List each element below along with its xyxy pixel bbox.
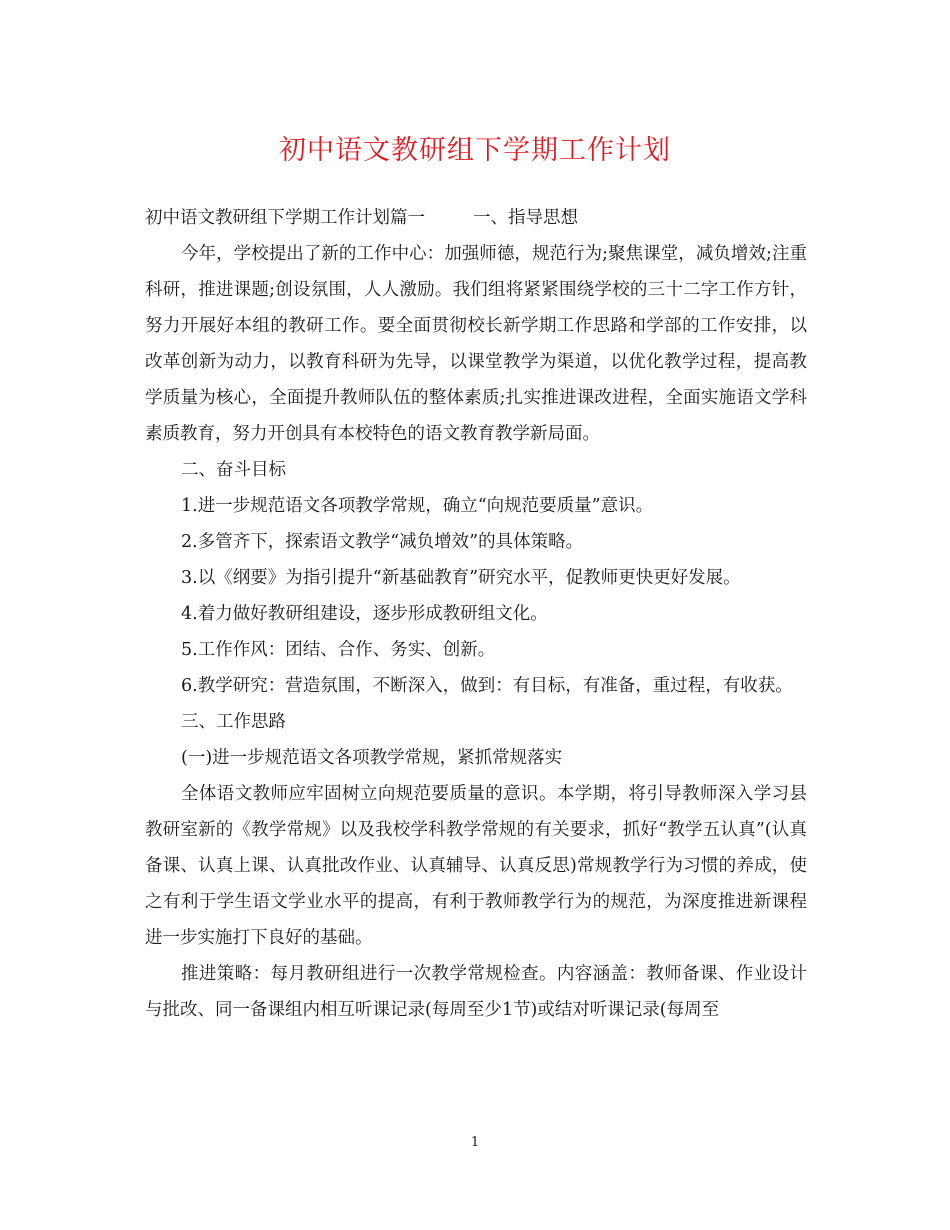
list-item: 1.进一步规范语文各项教学常规，确立“向规范要质量”意识。	[181, 496, 654, 516]
list-item: 5.工作作风：团结、合作、务实、创新。	[181, 640, 496, 660]
section-heading: 一、指导思想	[473, 208, 578, 228]
paragraph: 全体语文教师应牢固树立向规范要质量的意识。本学期，将引导教师深入学习县教研室新的《教学常规》以及我校学科教学常规的有关要求，抓好“教学五认真”(认真备课、认真上课、认真批改作业、认真辅导、认真反思)常规教学行为习惯的养成，使之有利于学生语文学业水平的提高，有利于教师教学行为的规范，为深度推进新课程进一步实施打下良好的基础。	[145, 784, 807, 948]
paragraph: 今年，学校提出了新的工作中心：加强师德，规范行为;聚焦课堂，减负增效;注重科研，推进课题;创设氛围，人人激励。我们组将紧紧围绕学校的三十二字工作方针，努力开展好本组的教研工作。要全面贯彻校长新学期工作思路和学部的工作安排，以改革创新为动力，以教育科研为先导，以课堂教学为渠道，以优化教学过程，提高教学质量为核心，全面提升教师队伍的整体素质;扎实推进课改进程，全面实施语文学科素质教育，努力开创具有本校特色的语文教育教学新局面。	[145, 244, 807, 444]
list-item: 6.教学研究：营造氛围，不断深入，做到：有目标，有准备，重过程，有收获。	[181, 676, 793, 696]
document-title: 初中语文教研组下学期工作计划	[279, 135, 671, 166]
subtitle: 初中语文教研组下学期工作计划篇一	[145, 208, 425, 228]
paragraph: 推进策略：每月教研组进行一次教学常规检查。内容涵盖：教师备课、作业设计与批改、同一备课组内相互听课记录(每周至少1节)或结对听课记录(每周至	[145, 964, 807, 1020]
list-item: 2.多管齐下，探索语文教学“减负增效”的具体策略。	[181, 532, 584, 552]
section-heading: 三、工作思路	[181, 712, 286, 732]
subsection-heading: (一)进一步规范语文各项教学常规，紧抓常规落实	[181, 748, 563, 768]
page-number: 1	[470, 1135, 480, 1150]
section-heading: 二、奋斗目标	[181, 460, 286, 480]
list-item: 3.以《纲要》为指引提升“新基础教育”研究水平，促教师更快更好发展。	[181, 568, 741, 588]
document-body	[145, 200, 807, 1028]
subtitle-line	[145, 200, 807, 236]
list-item: 4.着力做好教研组建设，逐步形成教研组文化。	[181, 604, 548, 624]
